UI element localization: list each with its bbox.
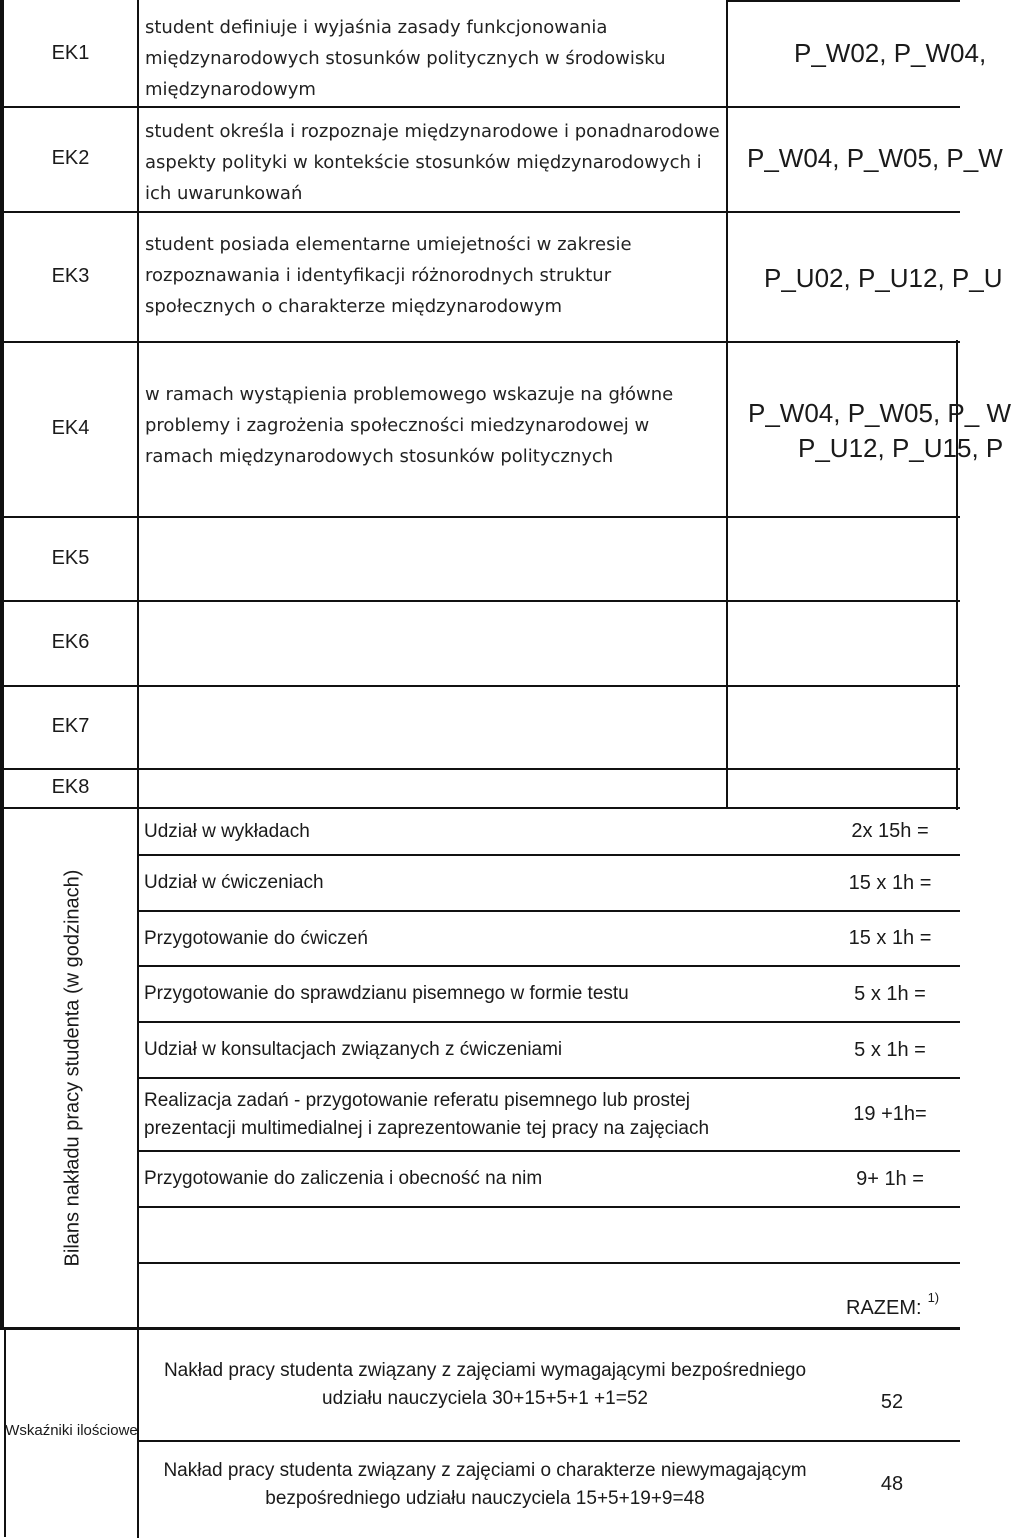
indicator-text: [150, 1452, 820, 1518]
workload-total-label: [846, 1290, 960, 1326]
effect-id: EK5: [51, 546, 90, 569]
effect-id: EK4: [51, 417, 90, 439]
effect-codes: P_W02, P_W04,: [794, 37, 987, 68]
wl-sep-7: [137, 1206, 960, 1208]
workload-hours: 2x 15h =: [851, 820, 929, 842]
workload-activity: Przygotowanie do zaliczenia i obecność na nim: [144, 1168, 543, 1189]
indicators-top-border: [0, 1327, 960, 1330]
workload-hours: 5 x 1h =: [854, 982, 926, 1005]
effect-codes: P_W04, P_W05, P_W: [747, 143, 1003, 173]
effect-id: EK3: [51, 264, 90, 287]
workload-activity: Przygotowanie do ćwiczeń: [144, 927, 368, 949]
effect-description: student określa i rozpoznaje międzynarodowe i ponadnarodowe aspekty polityki w kontekście stosunków międzynarodowych i ich uwarunkowań: [145, 121, 720, 204]
indicator-text-line1: Nakład pracy studenta związany z zajęciami o charakterze niewymagającym: [163, 1460, 807, 1481]
workload-hours: 5 x 1h =: [854, 1038, 926, 1061]
wl-sep-8: [137, 1262, 960, 1264]
effect-codes-line2: P_U12, P_U15, P: [798, 432, 1004, 463]
indicator-value: 48: [880, 1472, 904, 1495]
effect-id: EK6: [51, 631, 90, 653]
indicator-value: 52: [880, 1390, 904, 1413]
indicator-text-line1: Nakład pracy studenta związany z zajęciami wymagającymi bezpośredniego: [163, 1360, 807, 1381]
effect-id: EK7: [51, 715, 90, 737]
effect-description: student posiada elementarne umiejetności w zakresie rozpoznawania i identyfikacji różnorodnych struktur społecznych o charakterze międzynarodowym: [145, 233, 632, 317]
total-label-text: RAZEM:: [846, 1296, 922, 1319]
indicators-side-label: Wskaźniki ilościowe: [5, 1421, 138, 1439]
row-sep-5: [0, 600, 960, 602]
effect-description: w ramach wystąpienia problemowego wskazuje na główne problemy i zagrożenia społeczności miedzynarodowej w ramach międzynarodowych stosunków politycznych: [145, 383, 674, 467]
workload-hours: 15 x 1h =: [848, 871, 932, 894]
indicators-row-sep: [137, 1440, 960, 1442]
workload-hours: 9+ 1h =: [856, 1167, 924, 1190]
row-sep-4: [0, 516, 960, 518]
effect-id: EK1: [51, 41, 90, 64]
total-footnote: 1): [927, 1290, 940, 1305]
workload-hours: 19 +1h=: [853, 1103, 927, 1125]
workload-activity: Realizacja zadań - przygotowanie referatu pisemnego lub prostej prezentacji multimedialnej i zaprezentowanie tej pracy na zajęciach: [144, 1089, 710, 1139]
effect-id: EK8: [51, 776, 90, 798]
row-sep-7: [0, 768, 960, 770]
workload-activity: Udział w konsultacjach związanych z ćwiczeniami: [144, 1039, 563, 1060]
effect-description: student definiuje i wyjaśnia zasady funkcjonowania międzynarodowych stosunków politycznych w środowisku międzynarodowym: [145, 16, 666, 100]
workload-activity: Udział w wykładach: [144, 820, 310, 842]
effect-codes-line1: P_W04, P_W05, P_ W: [748, 397, 1011, 428]
workload-activity: Udział w ćwiczeniach: [144, 872, 324, 893]
workload-hours: 15 x 1h =: [848, 927, 932, 949]
indicator-text-line2: bezpośredniego udziału nauczyciela 15+5+19+9=48: [265, 1488, 705, 1509]
workload-activity: Przygotowanie do sprawdzianu pisemnego w formie testu: [144, 983, 629, 1004]
effect-codes: P_U02, P_U12, P_U: [764, 263, 1003, 293]
indicator-text-line2: udziału nauczyciela 30+15+5+1 +1=52: [322, 1388, 648, 1409]
row-sep-6: [0, 685, 960, 687]
indicator-text: [150, 1352, 820, 1418]
effect-id: EK2: [51, 147, 90, 169]
